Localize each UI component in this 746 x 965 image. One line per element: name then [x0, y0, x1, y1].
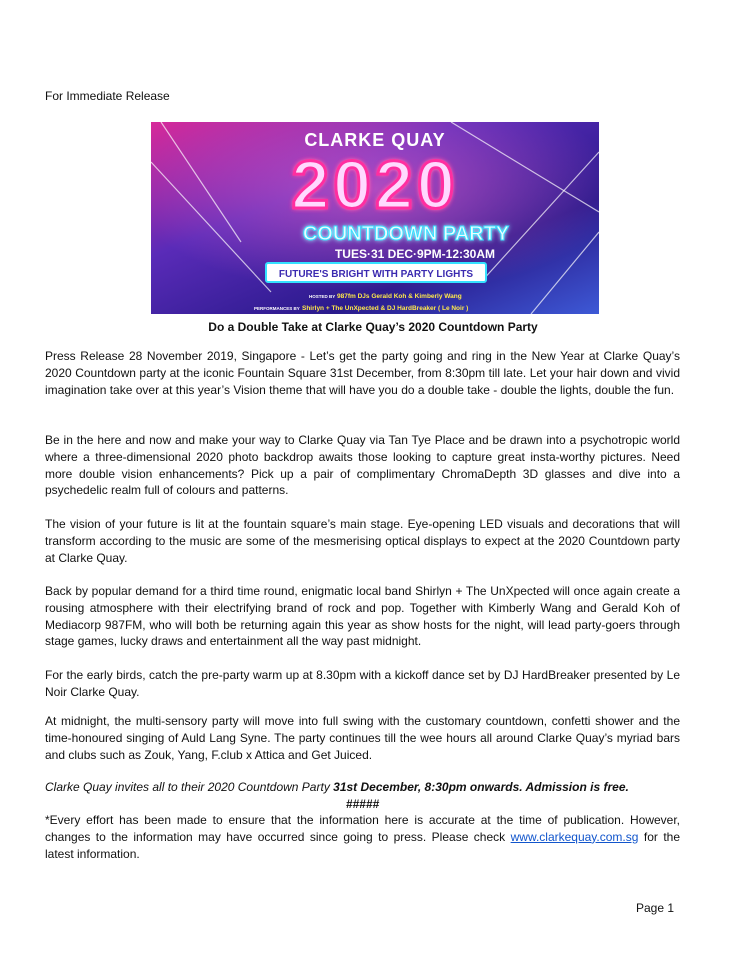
image-caption: Do a Double Take at Clarke Quay’s 2020 Countdown Party [208, 320, 538, 334]
performances-names: Shirlyn + The UnXpected & DJ HardBreaker ( Le Noir ) [302, 305, 469, 312]
hosted-prefix: HOSTED BY [309, 294, 336, 299]
end-separator: ##### [345, 797, 380, 811]
paragraph-intro: Press Release 28 November 2019, Singapore - Let’s get the party going and ring in the New Year at Clarke Quay’s 2020 Countdown party at the iconic Fountain Square 31st December, from 8:30pm till late. Let your hair down and vivid imagination take over at this year’s Vision theme that will have you do a double take - double the lights, double the fun. [45, 349, 680, 397]
disclaimer-note [45, 812, 680, 862]
invitation-details: 31st December, 8:30pm onwards. Admission is free. [333, 780, 629, 794]
paragraph-route: Be in the here and now and make your way to Clarke Quay via Tan Tye Place and be drawn into a psychotropic world where a three-dimensional 2020 photo backdrop awaits those looking to capture great insta-worthy pictures. Need more double vision enhancements? Pick up a pair of complimentary ChromaDepth 3D glasses and dive into a psychedelic realm full of colours and patterns. [45, 433, 680, 498]
paragraph-vision: The vision of your future is lit at the fountain square’s main stage. Eye-opening LED visuals and decorations that will transform according to the music are some of the mesmerising optical displays to expect at the 2020 Countdown party at Clarke Quay. [45, 517, 680, 565]
paragraph-early-birds: For the early birds, catch the pre-party warm up at 8.30pm with a kickoff dance set by DJ HardBreaker presented by Le Noir Clarke Quay. [45, 668, 680, 699]
event-banner [151, 122, 599, 314]
paragraph-performers: Back by popular demand for a third time round, enigmatic local band Shirlyn + The UnXpected will once again create a rousing atmosphere with their electrifying brand of rock and pop. Together with Kimberly Wang and Gerald Koh of Mediacorp 987FM, who will both be returning again this year as show hosts for the night, will lead party-goers through stage games, lucky draws and entertainment all the way past midnight. [45, 584, 680, 649]
invitation-line [45, 780, 629, 794]
banner-year: 2020 [291, 147, 459, 223]
hosted-names: 987fm DJs Gerald Koh & Kimberly Wang [337, 293, 462, 300]
invitation-lead: Clarke Quay invites all to their 2020 Countdown Party [45, 780, 334, 794]
disclaimer-tail: for the latest information. [45, 829, 680, 861]
paragraph-midnight: At midnight, the multi-sensory party will move into full swing with the customary countdown, confetti shower and the time-honoured singing of Auld Lang Syne. The party continues till the wee hours all around Clarke Quay’s myriad bars and clubs such as Zouk, Yang, F.club x Attica and Get Juiced. [45, 714, 680, 762]
page-number: Page 1 [636, 901, 675, 915]
banner-datetime: TUES·31 DEC·9PM-12:30AM [334, 247, 496, 261]
website-link[interactable]: www.clarkequay.com.sg [510, 829, 639, 844]
banner-graphic [151, 122, 599, 314]
disclaimer-text: *Every effort has been made to ensure that the information here is accurate at the time of publication. However, changes to the information may have occurred since going to press. Please check [45, 813, 680, 844]
banner-event: COUNTDOWN PARTY [302, 223, 510, 245]
release-label: For Immediate Release [45, 89, 170, 103]
banner-brand: CLARKE QUAY [304, 130, 446, 150]
banner-tagline: FUTURE'S BRIGHT WITH PARTY LIGHTS [278, 269, 474, 280]
performances-prefix: PERFORMANCES BY [254, 306, 300, 311]
